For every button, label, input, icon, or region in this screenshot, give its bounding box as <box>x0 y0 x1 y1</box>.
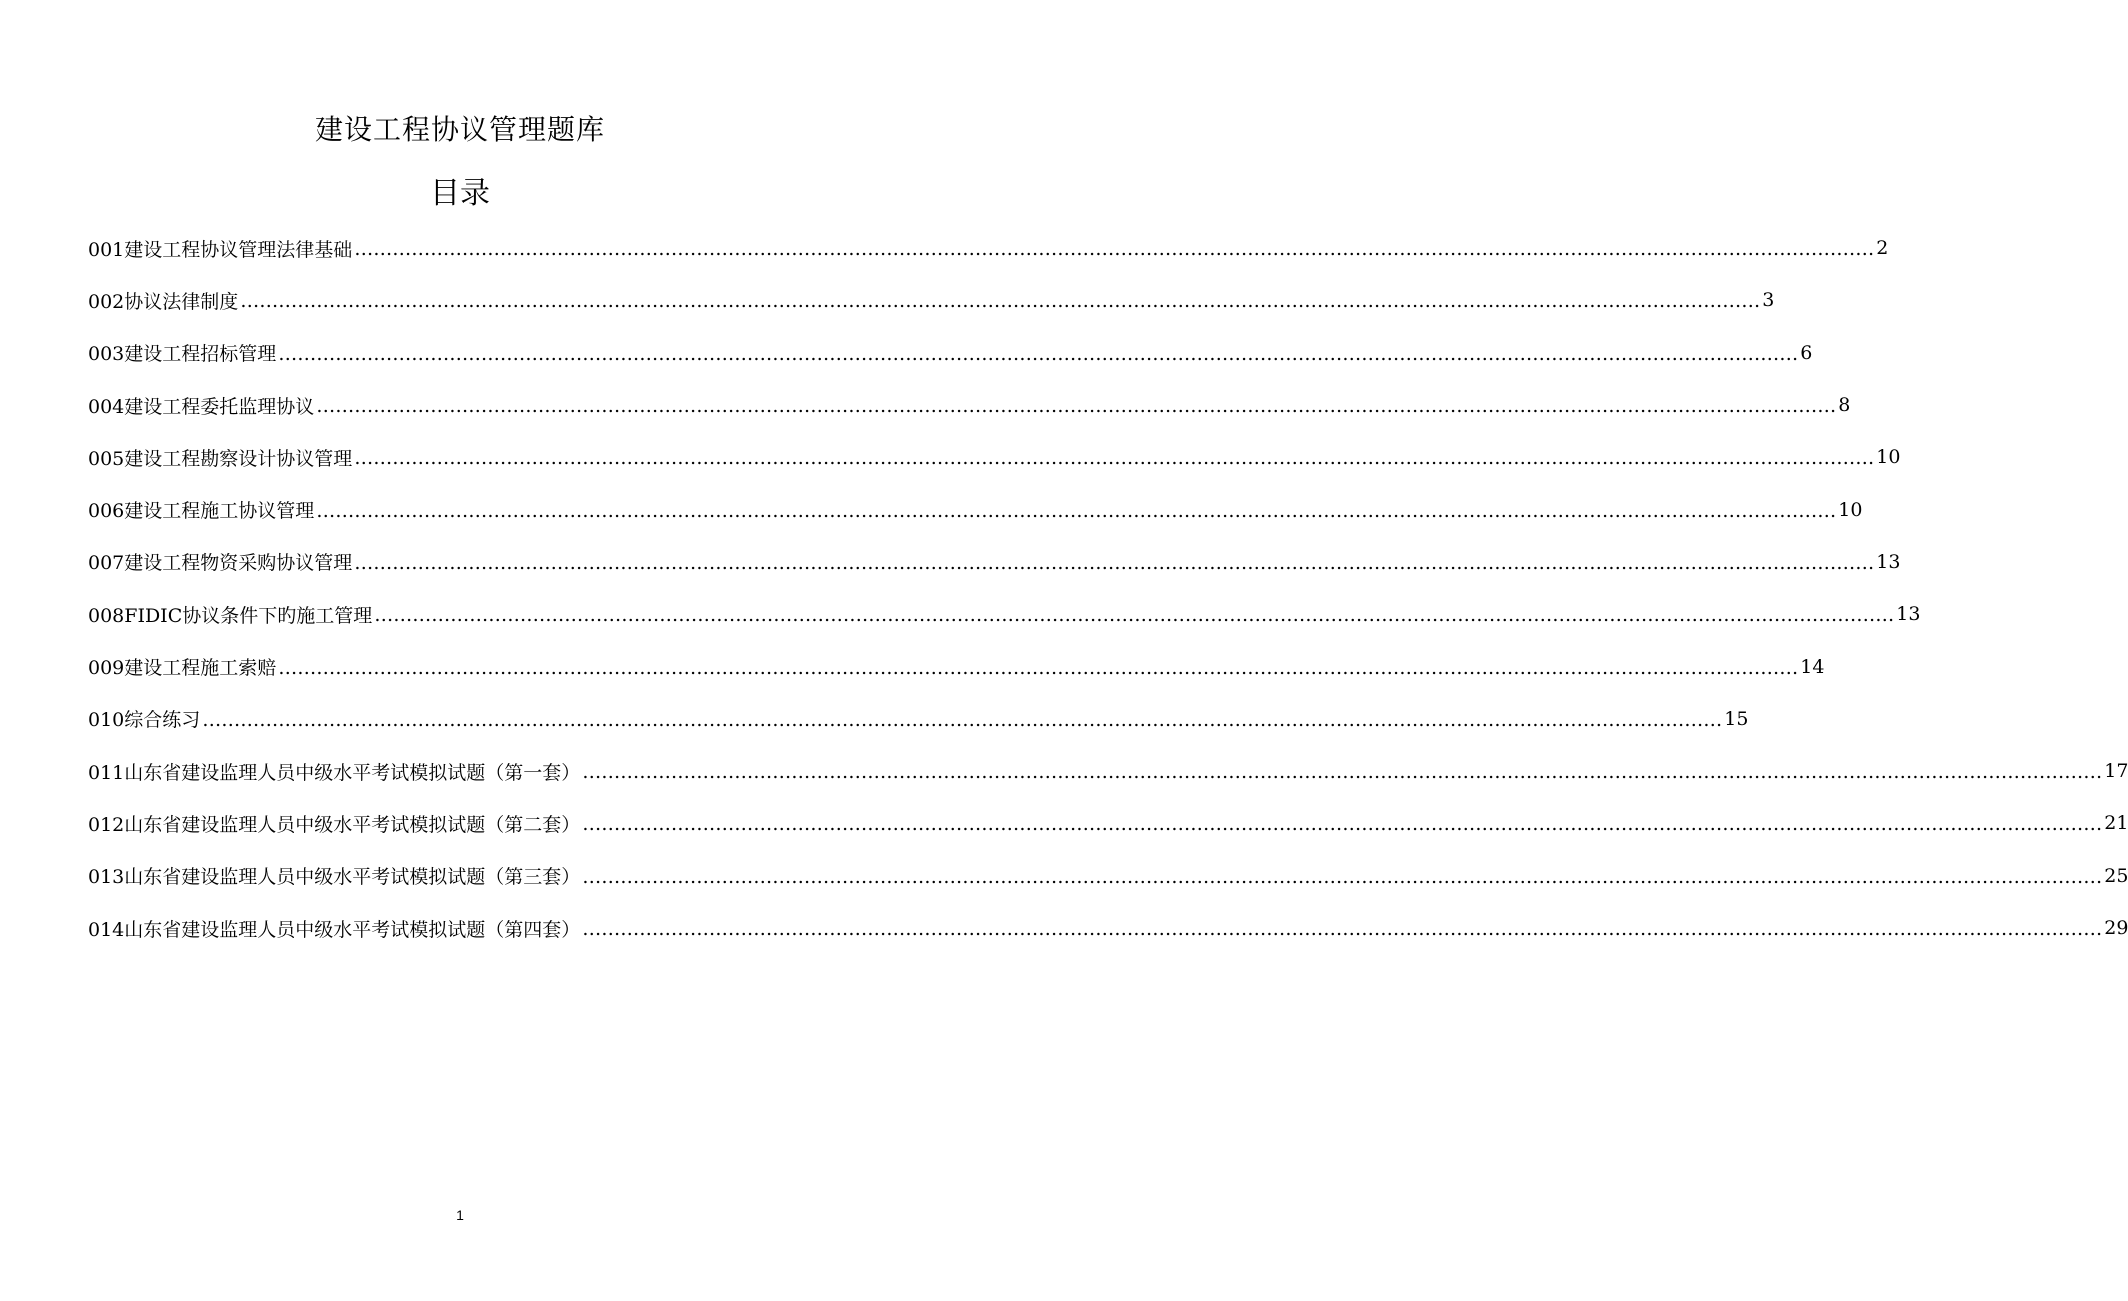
toc-entry-page: 10 <box>1876 446 1901 469</box>
toc-leader-dots: …………………………………………………………………………………………………………………………………………………………………………………………………………………… <box>354 447 1875 470</box>
toc-leader-dots: …………………………………………………………………………………………………………………………………………………………………………………………………………………… <box>374 604 1895 627</box>
toc-entry-label: 013山东省建设监理人员中级水平考试模拟试题（第三套） <box>88 866 581 889</box>
toc-entry[interactable] <box>88 431 1901 483</box>
toc-entry-page: 13 <box>1876 550 1901 573</box>
toc-entry-page: 3 <box>1762 289 1775 312</box>
toc-entry[interactable] <box>88 797 2128 849</box>
toc-leader-dots: …………………………………………………………………………………………………………………………………………………………………………………………………………………… <box>582 761 2103 784</box>
toc-entry-page: 25 <box>2104 864 2128 887</box>
toc-entry-label: 009建设工程施工索赔 <box>88 657 277 680</box>
toc-entry-page: 15 <box>1724 707 1749 730</box>
toc-entry-label: 004建设工程委托监理协议 <box>88 395 315 418</box>
toc-entry[interactable] <box>88 640 1825 692</box>
toc-leader-dots: …………………………………………………………………………………………………………………………………………………………………………………………………………………… <box>316 499 1837 522</box>
toc-entry-label: 008FIDIC协议条件下旳施工管理 <box>88 604 373 627</box>
toc-entry-label: 003建设工程招标管理 <box>88 343 277 366</box>
toc-entry[interactable] <box>88 327 1813 379</box>
toc-entry-label: 011山东省建设监理人员中级水平考试模拟试题（第一套） <box>88 761 581 784</box>
toc-entry-page: 10 <box>1838 498 1863 521</box>
toc-entry-page: 21 <box>2104 812 2128 835</box>
toc-entry-label: 002协议法律制度 <box>88 290 239 313</box>
toc-entry-label: 005建设工程勘察设计协议管理 <box>88 447 353 470</box>
toc-leader-dots: …………………………………………………………………………………………………………………………………………………………………………………………………………………… <box>582 865 2103 888</box>
toc-entry[interactable] <box>88 274 1775 326</box>
toc-leader-dots: …………………………………………………………………………………………………………………………………………………………………………………………………………………… <box>240 290 1761 313</box>
toc-leader-dots: …………………………………………………………………………………………………………………………………………………………………………………………………………………… <box>316 395 1837 418</box>
page-number: 1 <box>456 1207 464 1223</box>
toc-entry-page: 6 <box>1800 341 1813 364</box>
toc-entry-label: 006建设工程施工协议管理 <box>88 500 315 523</box>
toc-leader-dots: …………………………………………………………………………………………………………………………………………………………………………………………………………………… <box>354 551 1875 574</box>
toc-entry[interactable] <box>88 745 2128 797</box>
toc-entry[interactable] <box>88 222 1889 274</box>
toc-entry[interactable] <box>88 588 1921 640</box>
toc-entry-label: 012山东省建设监理人员中级水平考试模拟试题（第二套） <box>88 813 581 836</box>
toc-entry-page: 17 <box>2104 760 2128 783</box>
toc-entry[interactable] <box>88 902 2128 954</box>
toc-entry-page: 13 <box>1896 603 1921 626</box>
toc-entry-label: 007建设工程物资采购协议管理 <box>88 552 353 575</box>
toc-entry[interactable] <box>88 483 1863 535</box>
toc-entry-page: 14 <box>1800 655 1825 678</box>
toc-leader-dots: …………………………………………………………………………………………………………………………………………………………………………………………………………………… <box>202 708 1723 731</box>
toc-entry-label: 014山东省建设监理人员中级水平考试模拟试题（第四套） <box>88 918 581 941</box>
toc-entry[interactable] <box>88 850 2128 902</box>
toc-leader-dots: …………………………………………………………………………………………………………………………………………………………………………………………………………………… <box>354 238 1875 261</box>
toc-leader-dots: …………………………………………………………………………………………………………………………………………………………………………………………………………………… <box>582 918 2103 940</box>
table-of-contents <box>88 222 2128 954</box>
toc-leader-dots: …………………………………………………………………………………………………………………………………………………………………………………………………………………… <box>278 342 1799 365</box>
toc-entry-page: 2 <box>1876 237 1889 260</box>
toc-leader-dots: …………………………………………………………………………………………………………………………………………………………………………………………………………………… <box>582 813 2103 836</box>
toc-entry[interactable] <box>88 379 1851 431</box>
toc-entry-label: 010综合练习 <box>88 709 201 732</box>
toc-entry-label: 001建设工程协议管理法律基础 <box>88 238 353 261</box>
toc-entry[interactable] <box>88 536 1901 588</box>
toc-heading: 目录 <box>430 176 490 211</box>
toc-entry-page: 29 <box>2104 917 2128 939</box>
toc-entry-page: 8 <box>1838 394 1851 417</box>
document-title: 建设工程协议管理题库 <box>314 113 605 146</box>
toc-entry[interactable] <box>88 693 1749 745</box>
toc-leader-dots: …………………………………………………………………………………………………………………………………………………………………………………………………………………… <box>278 656 1799 679</box>
